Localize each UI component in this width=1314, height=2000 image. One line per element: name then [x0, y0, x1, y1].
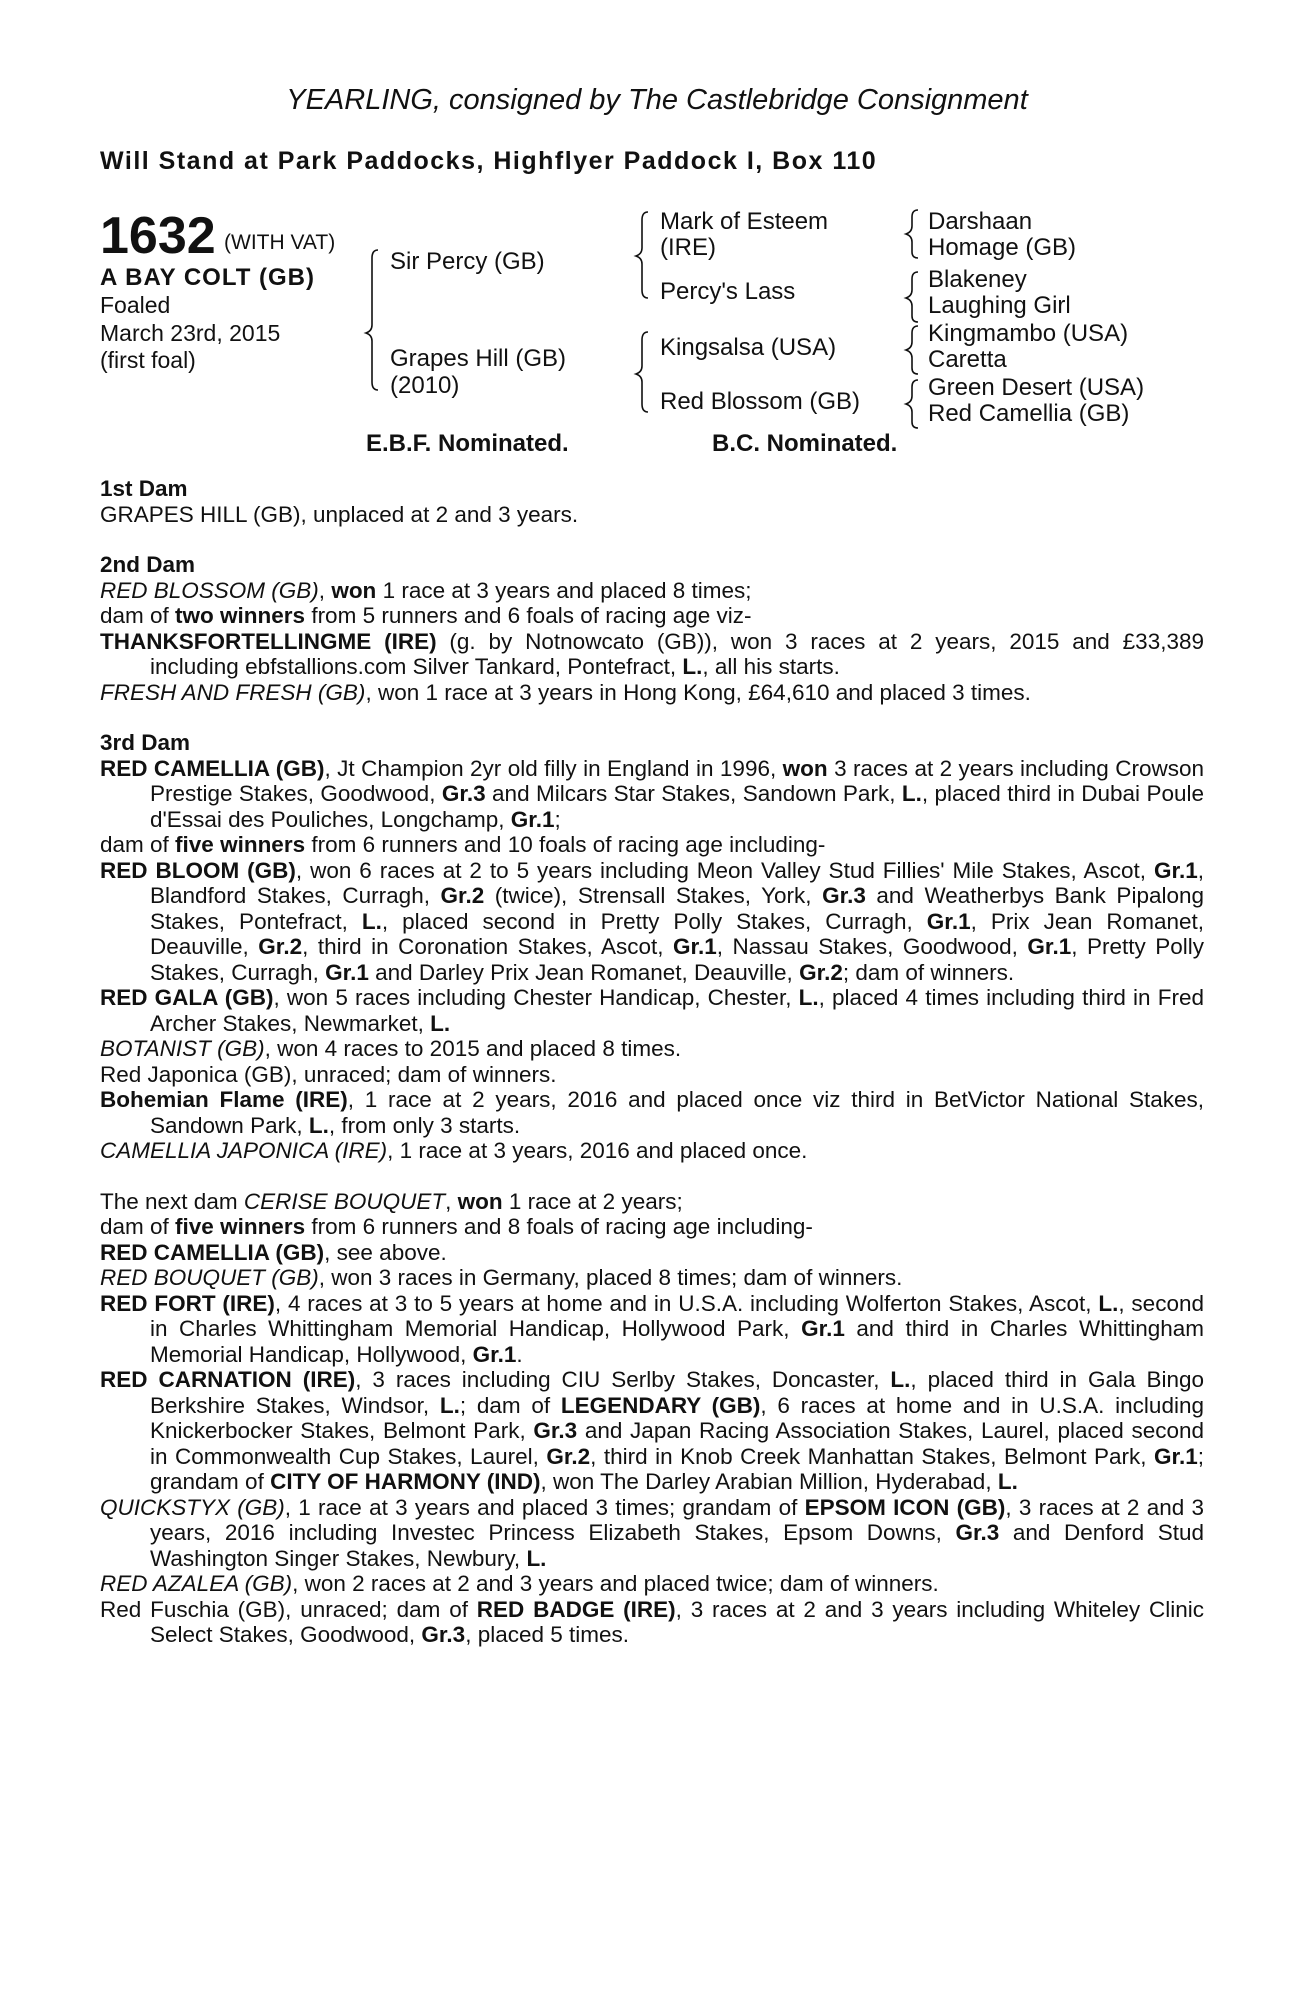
progeny-red-japonica: Red Japonica (GB), unraced; dam of winners. — [100, 1061, 557, 1087]
stand-location: Will Stand at Park Paddocks, Highflyer Paddock I, Box 110 — [100, 147, 878, 175]
bracket-sire-dam — [366, 250, 378, 390]
bracket-ss — [906, 210, 918, 258]
progeny-botanist: BOTANIST (GB), won 4 races to 2015 and placed 8 times. — [100, 1036, 682, 1061]
third-dam-heading: 3rd Dam — [100, 730, 191, 755]
sire: Sir Percy (GB) — [390, 248, 545, 275]
lot-number: 1632 — [100, 207, 216, 265]
progeny-red-gala: RED GALA (GB), won 5 races including Chester Handicap, Chester, L., placed 4 times including third in Fred Archer Stakes, Newmarket, L. — [100, 985, 1204, 1036]
dam-sire: Kingsalsa (USA) — [660, 334, 837, 361]
second-dam-heading: 2nd Dam — [100, 552, 196, 577]
dam: Grapes Hill (GB) — [390, 345, 567, 372]
g3-dsd: Caretta — [928, 346, 1007, 373]
g3-ddd: Red Camellia (GB) — [928, 400, 1130, 427]
progeny-bohemian-flame: Bohemian Flame (IRE), 1 race at 2 years, 2016 and placed once viz third in BetVictor National Stakes, Sandown Park, L., from only 3 starts. — [100, 1087, 1204, 1138]
first-foal-note: (first foal) — [100, 347, 196, 373]
progeny-red-bouquet: RED BOUQUET (GB), won 3 races in Germany, placed 8 times; dam of winners. — [100, 1265, 903, 1290]
vat-note: (WITH VAT) — [224, 231, 336, 254]
sire-sire: Mark of Esteem — [660, 208, 829, 235]
bracket-dam — [636, 332, 648, 412]
progeny-red-bloom: RED BLOOM (GB), won 6 races at 2 to 5 years including Meon Valley Stud Fillies' Mile Stakes, Ascot, Gr.1, Blandford Stakes, Curragh, Gr.2 (twice), Strensall Stakes, York, Gr.3 and Weatherbys Bank Pipalong Stakes, Pontefract, L., placed second in Pretty Polly Stakes, Curragh, Gr.1, Prix Jean Romanet, Deauville, Gr.2, third in Coronation Stakes, Ascot, Gr.1, Nassau Stakes, Goodwood, Gr.1, Pretty Polly Stakes, Curragh, Gr.1 and Darley Prix Jean Romanet, Deauville, Gr.2; dam of winners. — [100, 857, 1205, 985]
foaled-date: March 23rd, 2015 — [100, 320, 281, 346]
page-title: YEARLING, consigned by The Castlebridge Consignment — [286, 84, 1028, 116]
progeny-red-fort: RED FORT (IRE), 4 races at 3 to 5 years at home and in U.S.A. including Wolferton Stakes, Ascot, L., second in Charles Whittingham Memorial Handicap, Hollywood Park, Gr.1 and third in Charles Whittingham Memorial Handicap, Hollywood, Gr.1. — [100, 1290, 1204, 1367]
second-dam-line2: dam of two winners from 5 runners and 6 foals of racing age viz- — [100, 603, 752, 628]
next-dam-line1: The next dam CERISE BOUQUET, won 1 race at 2 years; — [100, 1188, 683, 1214]
progeny-red-carnation: RED CARNATION (IRE), 3 races including CIU Serlby Stakes, Doncaster, L., placed third in Gala Bingo Berkshire Stakes, Windsor, L.; dam of LEGENDARY (GB), 6 races at home and in U.S.A. including Knickerbocker Stakes, Belmont Park, Gr.3 and Japan Racing Association Stakes, Laurel, placed second in Commonwealth Cup Stakes, Laurel, Gr.2, third in Knob Creek Manhattan Stakes, Belmont Park, Gr.1; grandam of CITY OF HARMONY (IND), won The Darley Arabian Million, Hyderabad, L. — [100, 1367, 1204, 1494]
first-dam-text: GRAPES HILL (GB), unplaced at 2 and 3 years. — [100, 501, 579, 527]
ebf-nominated: E.B.F. Nominated. — [366, 430, 569, 457]
g3-dss: Kingmambo (USA) — [928, 320, 1129, 347]
bracket-sd — [906, 272, 918, 322]
next-dam-produce: dam of five winners from 6 runners and 8 foals of racing age including- — [100, 1214, 813, 1239]
third-dam-produce: dam of five winners from 6 runners and 10 foals of racing age including- — [100, 832, 826, 857]
lot-name: A BAY COLT (GB) — [100, 264, 316, 291]
foaled-label: Foaled — [100, 292, 171, 318]
g3-ssd: Homage (GB) — [928, 234, 1077, 261]
progeny-fresh-and-fresh: FRESH AND FRESH (GB), won 1 race at 3 years in Hong Kong, £64,610 and placed 3 times. — [100, 679, 1031, 705]
progeny-red-fuschia: Red Fuschia (GB), unraced; dam of RED BADGE (IRE), 3 races at 2 and 3 years including Whiteley Clinic Select Stakes, Goodwood, Gr.3, placed 5 times. — [100, 1596, 1204, 1647]
second-dam-line1: RED BLOSSOM (GB), won 1 race at 3 years and placed 8 times; — [100, 577, 752, 603]
progeny-red-azalea: RED AZALEA (GB), won 2 races at 2 and 3 years and placed twice; dam of winners. — [100, 1571, 939, 1596]
g3-dds: Green Desert (USA) — [928, 374, 1145, 401]
g3-sds: Blakeney — [928, 266, 1027, 293]
first-dam-heading: 1st Dam — [100, 476, 188, 501]
bc-nominated: B.C. Nominated. — [712, 430, 898, 457]
dam-year: (2010) — [390, 372, 460, 399]
progeny-camellia-japonica: CAMELLIA JAPONICA (IRE), 1 race at 3 years, 2016 and placed once. — [100, 1138, 808, 1163]
bracket-ds — [906, 326, 918, 374]
sire-dam: Percy's Lass — [660, 278, 796, 305]
g3-sdd: Laughing Girl — [928, 292, 1071, 319]
catalogue-body — [100, 476, 1204, 1648]
bracket-dd — [906, 380, 918, 428]
g3-sss: Darshaan — [928, 208, 1033, 235]
third-dam-red-camellia: RED CAMELLIA (GB), Jt Champion 2yr old filly in England in 1996, won 3 races at 2 years including Crowson Prestige Stakes, Goodwood, Gr.3 and Milcars Star Stakes, Sandown Park, L., placed third in Dubai Poule d'Essai des Pouliches, Longchamp, Gr.1; — [100, 755, 1204, 832]
bracket-sire — [636, 212, 648, 298]
progeny-red-camellia: RED CAMELLIA (GB), see above. — [100, 1239, 447, 1265]
dam-dam: Red Blossom (GB) — [660, 388, 861, 415]
sire-sire-country: (IRE) — [660, 234, 716, 261]
progeny-quickstyx: QUICKSTYX (GB), 1 race at 3 years and placed 3 times; grandam of EPSOM ICON (GB), 3 races at 2 and 3 years, 2016 including Investec Princess Elizabeth Stakes, Epsom Downs, Gr.3 and Denford Stud Washington Singer Stakes, Newbury, L. — [100, 1494, 1204, 1571]
progeny-thanksfortellingme: THANKSFORTELLINGME (IRE) (g. by Notnowcato (GB)), won 3 races at 2 years, 2015 and £33,389 including ebfstallions.com Silver Tankard, Pontefract, L., all his starts. — [100, 628, 1204, 679]
